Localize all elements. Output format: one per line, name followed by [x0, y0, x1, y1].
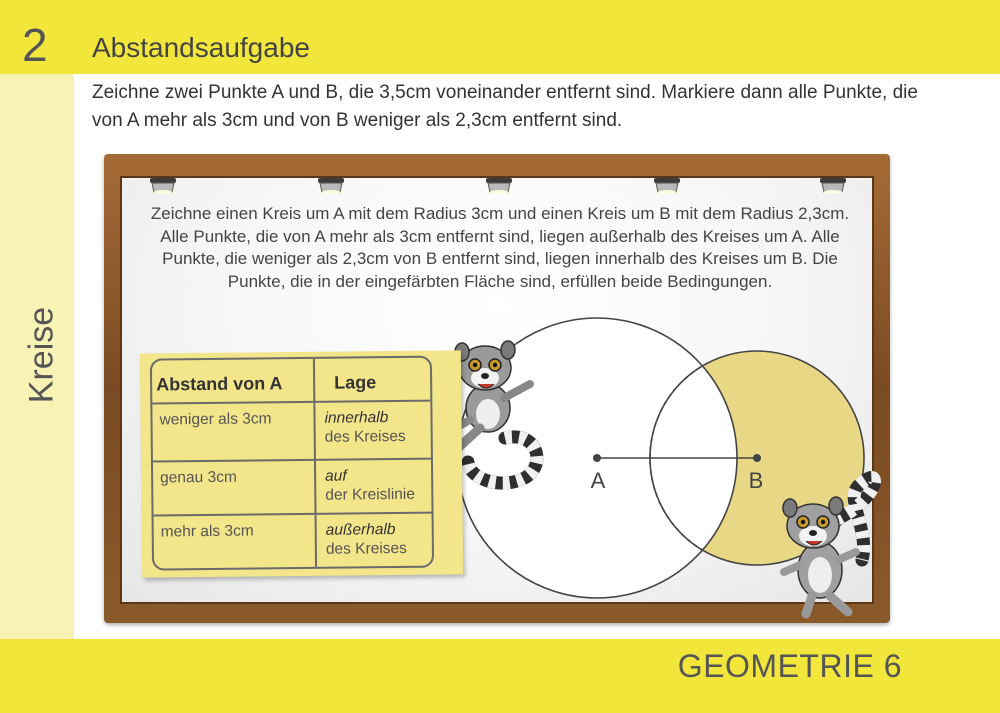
table-cell-distance: genau 3cm: [160, 468, 237, 487]
point-b: [753, 454, 761, 462]
table-header-distance: Abstand von A: [156, 373, 283, 395]
footer-label: GEOMETRIE 6: [677, 648, 902, 684]
table-cell-position: innerhalb des Kreises: [324, 409, 406, 446]
table-cell-distance: mehr als 3cm: [160, 522, 254, 541]
table-cell-distance: weniger als 3cm: [159, 410, 272, 429]
sticky-note: [140, 350, 463, 577]
task-number: 2: [22, 19, 48, 71]
label-a: A: [590, 468, 606, 493]
explanation-text: Zeichne einen Kreis um A mit dem Radius 3cm und einen Kreis um B mit dem Radius 2,3cm. Alle Punkte, die von A mehr als 3cm entfernt sind, liegen außerhalb des Kreises um A. Alle Punkte, die weniger als 2,3cm von B entfernt sind, liegen innerhalb des Kreises um B. Die Punkte, die in der eingefärbten Fläche sind, erfüllen beide Bedingungen.: [150, 204, 850, 291]
distance-table: [150, 356, 434, 571]
table-cell-position: auf der Kreislinie: [325, 467, 416, 504]
table-header-position: Lage: [334, 372, 377, 393]
table-cell-position: außerhalb des Kreises: [325, 521, 407, 558]
section-label: Kreise: [22, 306, 61, 404]
point-a: [593, 454, 601, 462]
page-title: Abstandsaufgabe: [92, 32, 310, 63]
task-text: Zeichne zwei Punkte A und B, die 3,5cm voneinander entfernt sind. Markiere dann alle Punkte, die von A mehr als 3cm und von B weniger als 2,3cm entfernt sind.: [92, 82, 918, 131]
label-b: B: [748, 468, 764, 493]
